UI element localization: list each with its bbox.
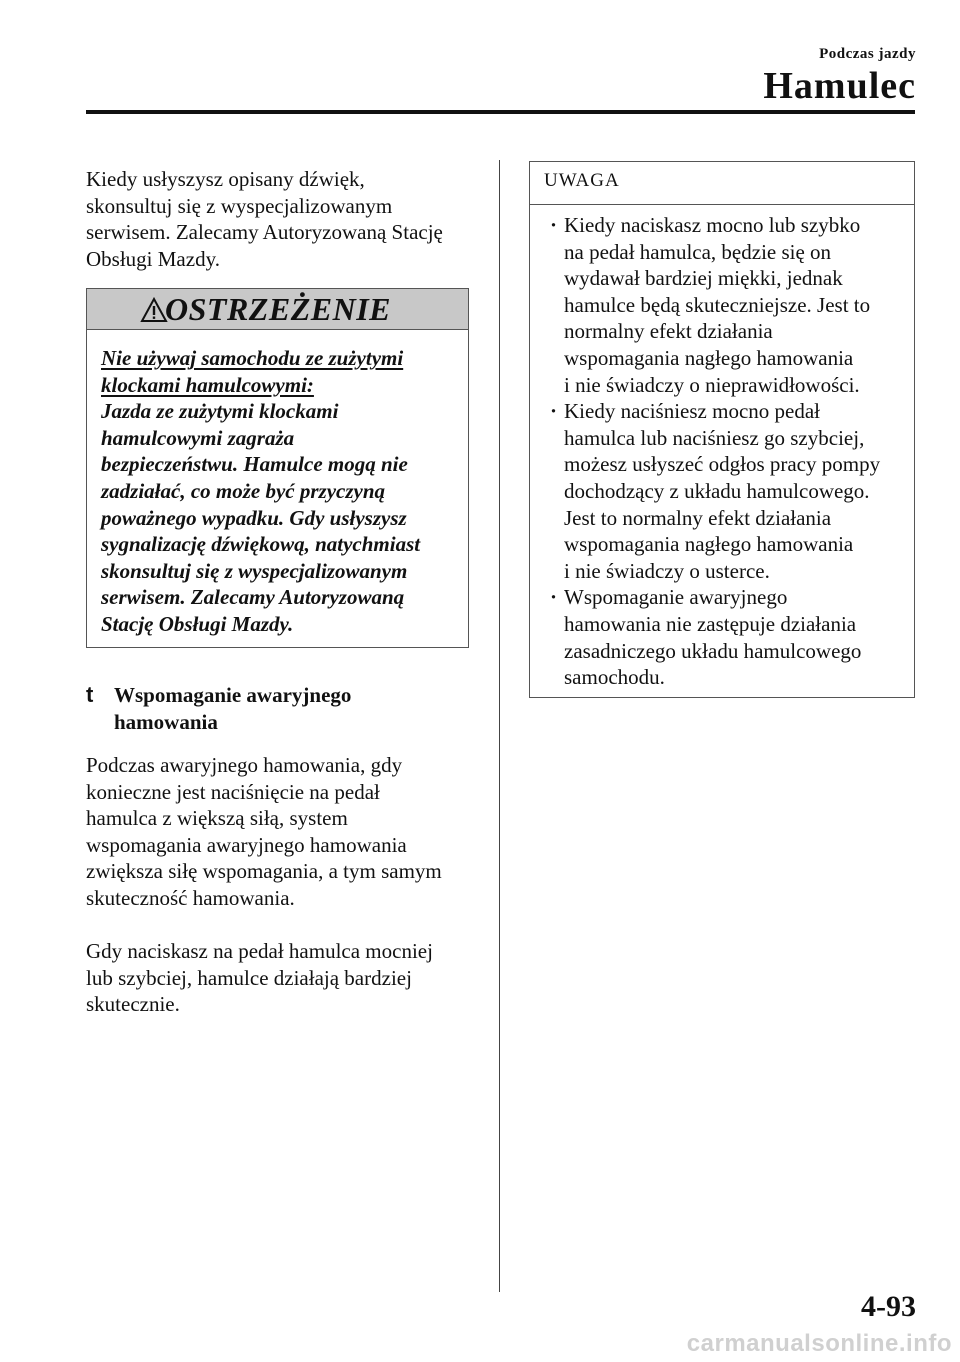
note-item bbox=[530, 584, 914, 690]
text-line: Obsługi Mazdy. bbox=[86, 246, 220, 271]
note-line: normalny efekt działania bbox=[564, 319, 773, 344]
warning-line: serwisem. Zalecamy Autoryzowaną bbox=[101, 585, 405, 610]
header-section-label: Podczas jazdy bbox=[819, 46, 916, 62]
text-line: wspomagania awaryjnego hamowania bbox=[86, 832, 407, 857]
note-line: Wspomaganie awaryjnego bbox=[564, 585, 788, 610]
header-divider bbox=[86, 110, 915, 114]
section-bullet-icon: t bbox=[86, 682, 94, 707]
section-heading bbox=[114, 682, 454, 736]
note-line: hamulca lub naciśniesz go szybciej, bbox=[564, 425, 865, 450]
note-line: Jest to normalny efekt działania bbox=[564, 505, 832, 530]
warning-line: skonsultuj się z wyspecjalizowanym bbox=[101, 558, 408, 583]
note-line: samochodu. bbox=[564, 665, 665, 690]
text-line: skonsultuj się z wyspecjalizowanym bbox=[86, 193, 393, 218]
emergency-braking-paragraph bbox=[86, 752, 486, 912]
text-line: lub szybciej, hamulce działają bardziej bbox=[86, 965, 412, 990]
heading-line: hamowania bbox=[114, 710, 218, 734]
text-line: Gdy naciskasz na pedał hamulca mocniej bbox=[86, 939, 433, 963]
warning-line: sygnalizację dźwiękową, natychmiast bbox=[101, 532, 421, 557]
note-line: wydawał bardziej miękki, jednak bbox=[564, 266, 843, 291]
column-divider bbox=[499, 160, 500, 1292]
heading-line: Wspomaganie awaryjnego bbox=[114, 683, 352, 707]
warning-header bbox=[87, 289, 468, 330]
text-line: serwisem. Zalecamy Autoryzowaną Stację bbox=[86, 220, 443, 245]
text-line: zwiększa siłę wspomagania, a tym samym bbox=[86, 859, 442, 884]
page-number: 4-93 bbox=[861, 1290, 916, 1323]
warning-line: hamulcowymi zagraża bbox=[101, 425, 295, 450]
warning-line: zadziałać, co może być przyczyną bbox=[101, 478, 386, 503]
note-line: hamulce będą skuteczniejsze. Jest to bbox=[564, 292, 871, 317]
note-line: możesz usłyszeć odgłos pracy pompy bbox=[564, 452, 881, 477]
watermark: carmanualsonline.info bbox=[686, 1330, 952, 1357]
warning-line: Stację Obsługi Mazdy. bbox=[101, 611, 294, 636]
braking-effect-paragraph bbox=[86, 938, 486, 1018]
bullet-dot-icon: · bbox=[550, 213, 558, 237]
warning-line: bezpieczeństwu. Hamulce mogą nie bbox=[101, 452, 408, 477]
page-title: Hamulec bbox=[763, 65, 916, 107]
note-header bbox=[530, 162, 914, 205]
bullet-dot-icon: · bbox=[550, 585, 558, 610]
warning-line: poważnego wypadku. Gdy usłyszysz bbox=[101, 505, 407, 530]
warning-line: Jazda ze zużytymi klockami bbox=[101, 399, 339, 424]
note-title: UWAGA bbox=[544, 170, 620, 191]
note-box bbox=[529, 161, 915, 698]
note-line: i nie świadczy o nieprawidłowości. bbox=[564, 372, 860, 397]
text-line: Podczas awaryjnego hamowania, gdy bbox=[86, 753, 403, 777]
warning-subtitle: Nie używaj samochodu ze zużytymi bbox=[101, 346, 404, 370]
note-line: hamowania nie zastępuje działania bbox=[564, 611, 857, 636]
note-line: zasadniczego układu hamulcowego bbox=[564, 638, 862, 663]
note-line: Kiedy naciśniesz mocno pedał bbox=[564, 399, 820, 424]
intro-paragraph bbox=[86, 166, 486, 272]
note-line: wspomagania nagłego hamowania bbox=[564, 345, 854, 370]
text-line: skuteczność hamowania. bbox=[86, 885, 295, 910]
text-line: Kiedy usłyszysz opisany dźwięk, bbox=[86, 167, 365, 191]
note-line: Kiedy naciskasz mocno lub szybko bbox=[564, 213, 861, 237]
bullet-dot-icon: · bbox=[550, 399, 558, 424]
note-item bbox=[530, 398, 914, 584]
warning-body bbox=[101, 345, 461, 638]
warning-title: OSTRZEŻENIE bbox=[165, 291, 391, 327]
text-line: hamulca z większą siłą, system bbox=[86, 806, 348, 831]
warning-box bbox=[86, 288, 469, 648]
note-line: na pedał hamulca, będzie się on bbox=[564, 239, 832, 264]
warning-subtitle: klockami hamulcowymi: bbox=[101, 372, 314, 397]
text-line: skutecznie. bbox=[86, 992, 180, 1017]
note-line: dochodzący z układu hamulcowego. bbox=[564, 478, 870, 503]
note-line: i nie świadczy o usterce. bbox=[564, 558, 770, 583]
note-item bbox=[530, 212, 914, 398]
note-body bbox=[530, 212, 914, 691]
note-line: wspomagania nagłego hamowania bbox=[564, 532, 854, 557]
text-line: konieczne jest naciśnięcie na pedał bbox=[86, 779, 380, 804]
warning-triangle-icon bbox=[140, 297, 168, 323]
